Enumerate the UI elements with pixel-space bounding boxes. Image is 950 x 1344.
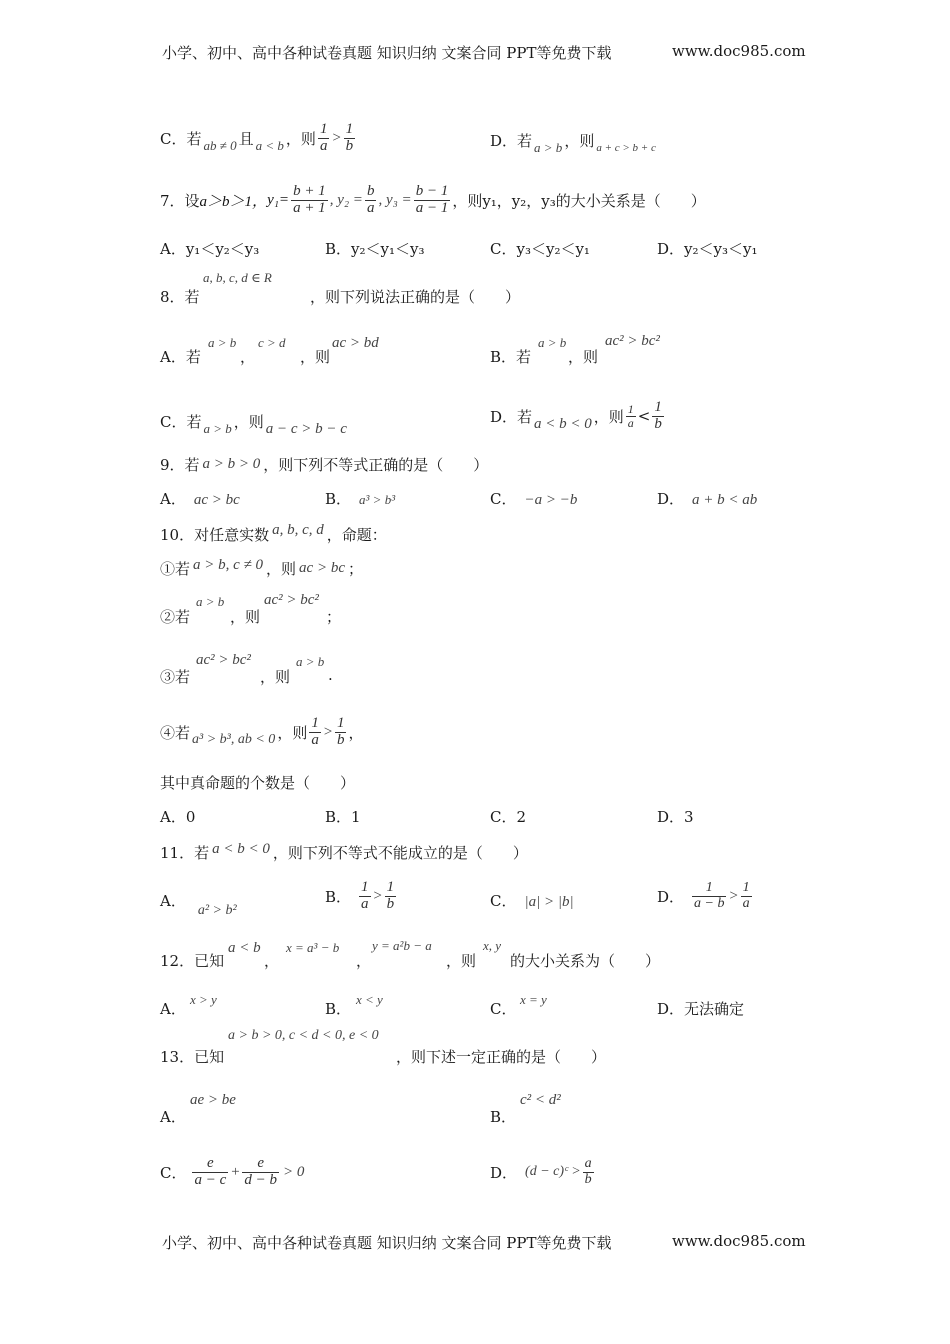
q9-stem-a: 9．若: [160, 456, 200, 474]
q9-option-c: C． −a > −b: [490, 490, 578, 508]
q10-p4-frac-1: $\frac{1}{a}$: [311, 714, 319, 748]
q10-prop-3-b: ，则: [260, 668, 291, 686]
q13-option-a: ae > be: [190, 1092, 236, 1108]
q8-c-then: ，则: [233, 412, 264, 431]
footer-url[interactable]: www.doc985.com: [672, 1232, 806, 1250]
q8-stem-math: a, b, c, d ∈ R: [203, 270, 272, 285]
header-title: 小学、初中、高中各种试卷真题 知识归纳 文案合同 PPT等免费下载: [162, 44, 612, 62]
q8-d-frac-1: $\frac{1}{a}$: [627, 401, 634, 430]
q10-stem-math: a, b, c, d: [272, 522, 324, 538]
q9-option-a: A． ac > bc: [160, 490, 240, 508]
q7-frac-2: $\frac{b}{a}$: [366, 182, 375, 216]
q7-y3: , y₃ =: [378, 191, 412, 208]
q10-prop-2-c: ；: [326, 608, 342, 626]
q8-a-then: ，则: [300, 348, 331, 366]
q10-prop-3-a: ③若: [160, 668, 191, 686]
q8-stem-a: 8．若: [160, 288, 200, 306]
q10-stem-a: 10．对任意实数: [160, 526, 270, 544]
q8-b-m1: a > b: [538, 335, 567, 350]
q11-b-frac-2: $\frac{1}{b}$: [386, 878, 395, 912]
q11-option-a: A．a² > b²: [160, 892, 237, 918]
q10-stem: [160, 524, 387, 545]
q8-c-m2: a − c > b − c: [265, 420, 347, 437]
q8-c-label: C．若: [160, 412, 202, 431]
q9-stem: [160, 454, 488, 475]
q7-stem-b: ，则y₁，y₂，y₃的大小关系是（ ）: [452, 191, 706, 210]
q9-option-b: B． a³ > b³: [325, 490, 396, 508]
q12-stem-a: 12．已知: [160, 952, 225, 970]
q10-option-c: C．2: [490, 808, 527, 826]
q6-c-op: >: [331, 129, 342, 146]
q6-d-math-b: a + c > b + c: [596, 142, 656, 154]
q9-option-d: D． a + b < ab: [657, 490, 758, 508]
q12-option-c-label: C．: [490, 1000, 517, 1018]
footer-title: 小学、初中、高中各种试卷真题 知识归纳 文案合同 PPT等免费下载: [162, 1234, 612, 1252]
q11-d-frac-1: $\frac{1}{a - b}$: [694, 879, 725, 911]
q6-c-frac-2: $\frac{1}{b}$: [345, 120, 354, 154]
q13-option-a-label: A．: [160, 1108, 186, 1126]
q6-c-label: C．若: [160, 129, 202, 148]
q12-option-c: x = y: [520, 992, 547, 1007]
q12-option-b: x < y: [356, 992, 383, 1007]
q12-option-b-label: B．: [325, 1000, 352, 1018]
q8-d-m1: a < b < 0: [534, 415, 592, 432]
q13-option-b: c² < d²: [520, 1092, 561, 1108]
q13-c-frac-2: $\frac{e}{d - b}$: [244, 1154, 278, 1188]
q7-stem-a: 7．设: [160, 191, 200, 210]
q8-b-then: ，则: [568, 348, 599, 366]
q13-d-frac: $\frac{a}{b}$: [584, 1155, 592, 1187]
q8-a-m3: ac > bd: [332, 335, 379, 351]
q6-d-text-b: ，则: [564, 131, 595, 150]
q8-stem-b: ，则下列说法正确的是（ ）: [310, 288, 521, 306]
q10-option-d: D．3: [657, 808, 694, 826]
q8-a-sep: ，: [240, 348, 256, 366]
q11-option-c: C． |a| > |b|: [490, 892, 574, 910]
q7-option-a: A．y₁＜y₂＜y₃: [160, 240, 260, 258]
q6-option-c: [160, 118, 357, 158]
q10-prop-2-m1: a > b: [196, 594, 225, 609]
q8-b-m2: ac² > bc²: [605, 333, 660, 349]
q10-prop-4: ④若 a³ > b³, ab < 0 ，则 $\frac{1}{a}$ > $\frac{1}{b}$ ，: [160, 714, 364, 748]
q8-d-then: ，则: [593, 407, 624, 426]
header-url[interactable]: www.doc985.com: [672, 42, 806, 60]
q10-option-b: B．1: [325, 808, 361, 826]
q10-stem-b: ，命题：: [326, 526, 387, 544]
q6-c-text-b: 且: [238, 129, 254, 148]
q8-b-label: B．若: [490, 348, 532, 366]
q7-y1: y₁=: [267, 191, 290, 208]
q6-d-label: D．若: [490, 131, 533, 150]
q13-c-frac-1: $\frac{e}{a - c}$: [194, 1154, 227, 1188]
q12-stem-m3: y = a²b − a: [372, 938, 432, 953]
q7-option-c: C．y₃＜y₂＜y₁: [490, 240, 590, 258]
q10-prop-2-a: ②若: [160, 608, 191, 626]
q7-option-d: D．y₂＜y₃＜y₁: [657, 240, 758, 258]
q7-stem-cond: a＞b＞1，: [199, 193, 268, 210]
q11-stem: 11．若 a < b < 0 ，则下列不等式不能成立的是（ ）: [160, 841, 528, 862]
q11-d-frac-2: $\frac{1}{a}$: [742, 879, 750, 911]
q10-prop-3-c: .: [328, 666, 333, 684]
q6-c-math-b: a < b: [255, 138, 284, 153]
q13-option-d: D． (d − c)ᶜ > $\frac{a}{b}$: [490, 1155, 592, 1187]
q6-c-text-c: ，则: [285, 129, 316, 148]
q11-option-b: B． $\frac{1}{a}$ > $\frac{1}{b}$: [325, 878, 395, 912]
q13-stem-b: ，则下述一定正确的是（ ）: [396, 1048, 607, 1066]
q10-prop-3-m2: a > b: [296, 654, 325, 669]
q12-stem-b: ，则: [446, 952, 477, 970]
q12-stem-sep2: ，: [356, 952, 372, 970]
q8-d-label: D．若: [490, 407, 533, 426]
q7-y2: , y₂ =: [329, 191, 363, 208]
q12-stem-sep1: ，: [264, 952, 280, 970]
q13-option-c: C． $\frac{e}{a - c}$ + $\frac{e}{d - b}$ > 0: [160, 1154, 305, 1188]
q10-p4-frac-2: $\frac{1}{b}$: [336, 714, 345, 748]
q11-b-frac-1: $\frac{1}{a}$: [361, 878, 369, 912]
q8-d-op: <: [637, 407, 651, 425]
q8-a-label: A．若: [160, 348, 201, 366]
q9-stem-math: a > b > 0: [202, 456, 261, 472]
q7-option-b: B．y₂＜y₁＜y₃: [325, 240, 425, 258]
q12-stem-m2: x = a³ − b: [286, 940, 340, 955]
q10-prop-2-b: ，则: [230, 608, 261, 626]
q8-c-m1: a > b: [203, 421, 232, 436]
q11-option-d: D． $\frac{1}{a - b}$ > $\frac{1}{a}$: [657, 879, 750, 911]
q8-a-m2: c > d: [258, 335, 286, 350]
q10-prop-2-m2: ac² > bc²: [264, 592, 319, 608]
q12-option-d: D．无法确定: [657, 1000, 745, 1018]
q6-c-frac-1: $\frac{1}{a}$: [319, 120, 328, 154]
q7-frac-1: $\frac{b + 1}{a + 1}$: [293, 182, 326, 216]
q6-option-d: [490, 125, 658, 155]
q7-frac-3: $\frac{b - 1}{a - 1}$: [415, 182, 449, 216]
q13-stem-a: 13．已知: [160, 1048, 225, 1066]
q8-option-c: [160, 406, 347, 436]
q13-option-b-label: B．: [490, 1108, 517, 1126]
q10-option-a: A．0: [160, 808, 196, 826]
q8-d-frac-2: $\frac{1}{b}$: [654, 398, 662, 432]
q12-option-a-label: A．: [160, 1000, 186, 1018]
q8-a-m1: a > b: [208, 335, 237, 350]
q10-closing: 其中真命题的个数是（ ）: [160, 774, 356, 792]
q10-prop-1: ①若 a > b, c ≠ 0 ，则 ac > bc ；: [160, 557, 363, 578]
q6-d-math-a: a > b: [534, 140, 563, 155]
q12-option-a: x > y: [190, 992, 217, 1007]
q8-option-d: [490, 396, 666, 436]
q10-prop-3-m1: ac² > bc²: [196, 652, 251, 668]
q13-stem-math: a > b > 0, c < d < 0, e < 0: [228, 1028, 379, 1043]
q7-stem: [160, 178, 706, 222]
q6-c-math-a: ab ≠ 0: [203, 138, 237, 153]
q12-stem-m1: a < b: [228, 940, 261, 956]
q12-stem-c: 的大小关系为（ ）: [510, 952, 661, 970]
q12-stem-m4: x, y: [483, 938, 502, 953]
q9-stem-b: ，则下列不等式正确的是（ ）: [263, 456, 489, 474]
